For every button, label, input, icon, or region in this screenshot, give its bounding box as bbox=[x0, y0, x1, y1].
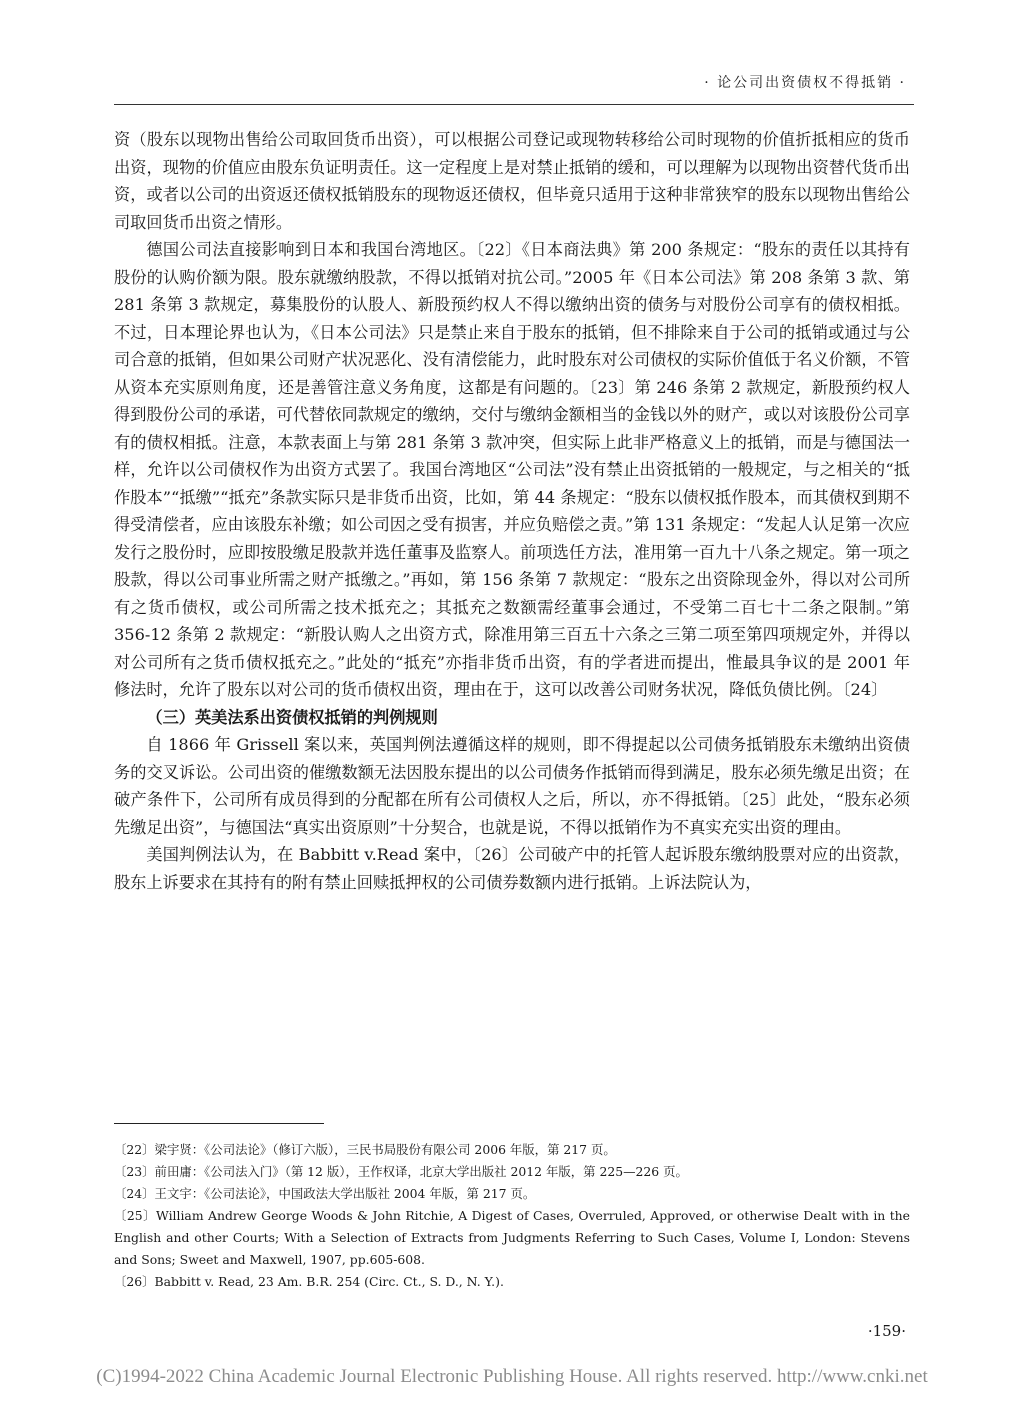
footnote-23: 〔23〕前田庸：《公司法入门》（第 12 版），王作权译，北京大学出版社 2012 年版，第 225—226 页。 bbox=[114, 1164, 688, 1179]
footnotes bbox=[114, 1139, 910, 1293]
paragraph-continued: 资（股东以现物出售给公司取回货币出资），可以根据公司登记或现物转移给公司时现物的价值折抵相应的货币出资，现物的价值应由股东负证明责任。这一定程度上是对禁止抵销的缓和，可以理解为以现物出资替代货币出资，或者以公司的出资返还债权抵销股东的现物返还债权，但毕竟只适用于这种非常狭窄的股东以现物出售给公司取回货币出资之情形。 bbox=[114, 130, 910, 232]
copyright-watermark: (C)1994-2022 China Academic Journal Electronic Publishing House. All rights reserved. http://www.cnki.net bbox=[96, 1366, 928, 1387]
footnote-25: 〔25〕William Andrew George Woods & John Ritchie, A Digest of Cases, Overruled, Approved, or otherwise Dealt with in the English and other Courts; With a Selection of Extracts from Judgments Referring to Such Cases, Volume I, London: Stevens and Sons; Sweet and Maxwell, 1907, pp.605-608. bbox=[114, 1208, 910, 1267]
running-head: · 论公司出资债权不得抵销 · bbox=[704, 75, 906, 91]
section-heading: （三）英美法系出资债权抵销的判例规则 bbox=[146, 707, 438, 727]
paragraph-english-case-law: 自 1866 年 Grissell 案以来，英国判例法遵循这样的规则，即不得提起以公司债务抵销股东未缴纳出资债务的交叉诉讼。公司出资的催缴数额无法因股东提出的以公司债务作抵销而得到满足，股东必须先缴足出资；在破产条件下，公司所有成员得到的分配都在所有公司债权人之后，所以，亦不得抵销。〔25〕此处，“股东必须先缴足出资”，与德国法“真实出资原则”十分契合，也就是说，不得以抵销作为不真实充实出资的理由。 bbox=[114, 735, 910, 837]
footnote-rule bbox=[114, 1123, 324, 1124]
header-rule bbox=[114, 104, 914, 105]
footnote-26: 〔26〕Babbitt v. Read, 23 Am. B.R. 254 (Circ. Ct., S. D., N. Y.). bbox=[114, 1274, 504, 1289]
paragraph-japan-taiwan: 德国公司法直接影响到日本和我国台湾地区。〔22〕《日本商法典》第 200 条规定：“股东的责任以其持有股份的认购价额为限。股东就缴纳股款，不得以抵销对抗公司。”2005 年《日本公司法》第 208 条第 3 款、第 281 条第 3 款规定，募集股份的认股人、新股预约权人不得以缴纳出资的债务与对股份公司享有的债权相抵。不过，日本理论界也认为，《日本公司法》只是禁止来自于股东的抵销，但不排除来自于公司的抵销或通过与公司合意的抵销，但如果公司财产状况恶化、没有清偿能力，此时股东对公司债权的实际价值低于名义价额，不管从资本充实原则角度，还是善管注意义务角度，这都是有问题的。〔23〕第 246 条第 2 款规定，新股预约权人得到股份公司的承诺，可代替依同款规定的缴纳，交付与缴纳金额相当的金钱以外的财产，或以对该股份公司享有的债权相抵。注意，本款表面上与第 281 条第 3 款冲突，但实际上此非严格意义上的抵销，而是与德国法一样，允许以公司债权作为出资方式罢了。我国台湾地区“公司法”没有禁止出资抵销的一般规定，与之相关的“抵作股本”“抵缴”“抵充”条款实际只是非货币出资，比如，第 44 条规定：“股东以债权抵作股本，而其债权到期不得受清偿者，应由该股东补缴；如公司因之受有损害，并应负赔偿之责。”第 131 条规定：“发起人认足第一次应发行之股份时，应即按股缴足股款并选任董事及监察人。前项选任方法，准用第一百九十八条之规定。第一项之股款，得以公司事业所需之财产抵缴之。”再如，第 156 条第 7 款规定：“股东之出资除现金外，得以对公司所有之货币债权，或公司所需之技术抵充之；其抵充之数额需经董事会通过，不受第二百七十二条之限制。”第 356-12 条第 2 款规定：“新股认购人之出资方式，除准用第三百五十六条之三第二项至第四项规定外，并得以对公司所有之货币债权抵充之。”此处的“抵充”亦指非货币出资，有的学者进而提出，惟最具争议的是 2001 年修法时，允许了股东以对公司的货币债权出资，理由在于，这可以改善公司财务状况，降低负债比例。〔24〕 bbox=[114, 240, 910, 699]
paragraph-american-case-law: 美国判例法认为，在 Babbitt v.Read 案中，〔26〕公司破产中的托管人起诉股东缴纳股票对应的出资款，股东上诉要求在其持有的附有禁止回赎抵押权的公司债券数额内进行抵销。上诉法院认为， bbox=[114, 845, 910, 892]
page-number: ·159· bbox=[867, 1322, 906, 1340]
article-body bbox=[114, 126, 910, 896]
footnote-22: 〔22〕梁宇贤：《公司法论》（修订六版），三民书局股份有限公司 2006 年版，第 217 页。 bbox=[114, 1142, 616, 1157]
footnote-24: 〔24〕王文宇：《公司法论》，中国政法大学出版社 2004 年版，第 217 页。 bbox=[114, 1186, 536, 1201]
